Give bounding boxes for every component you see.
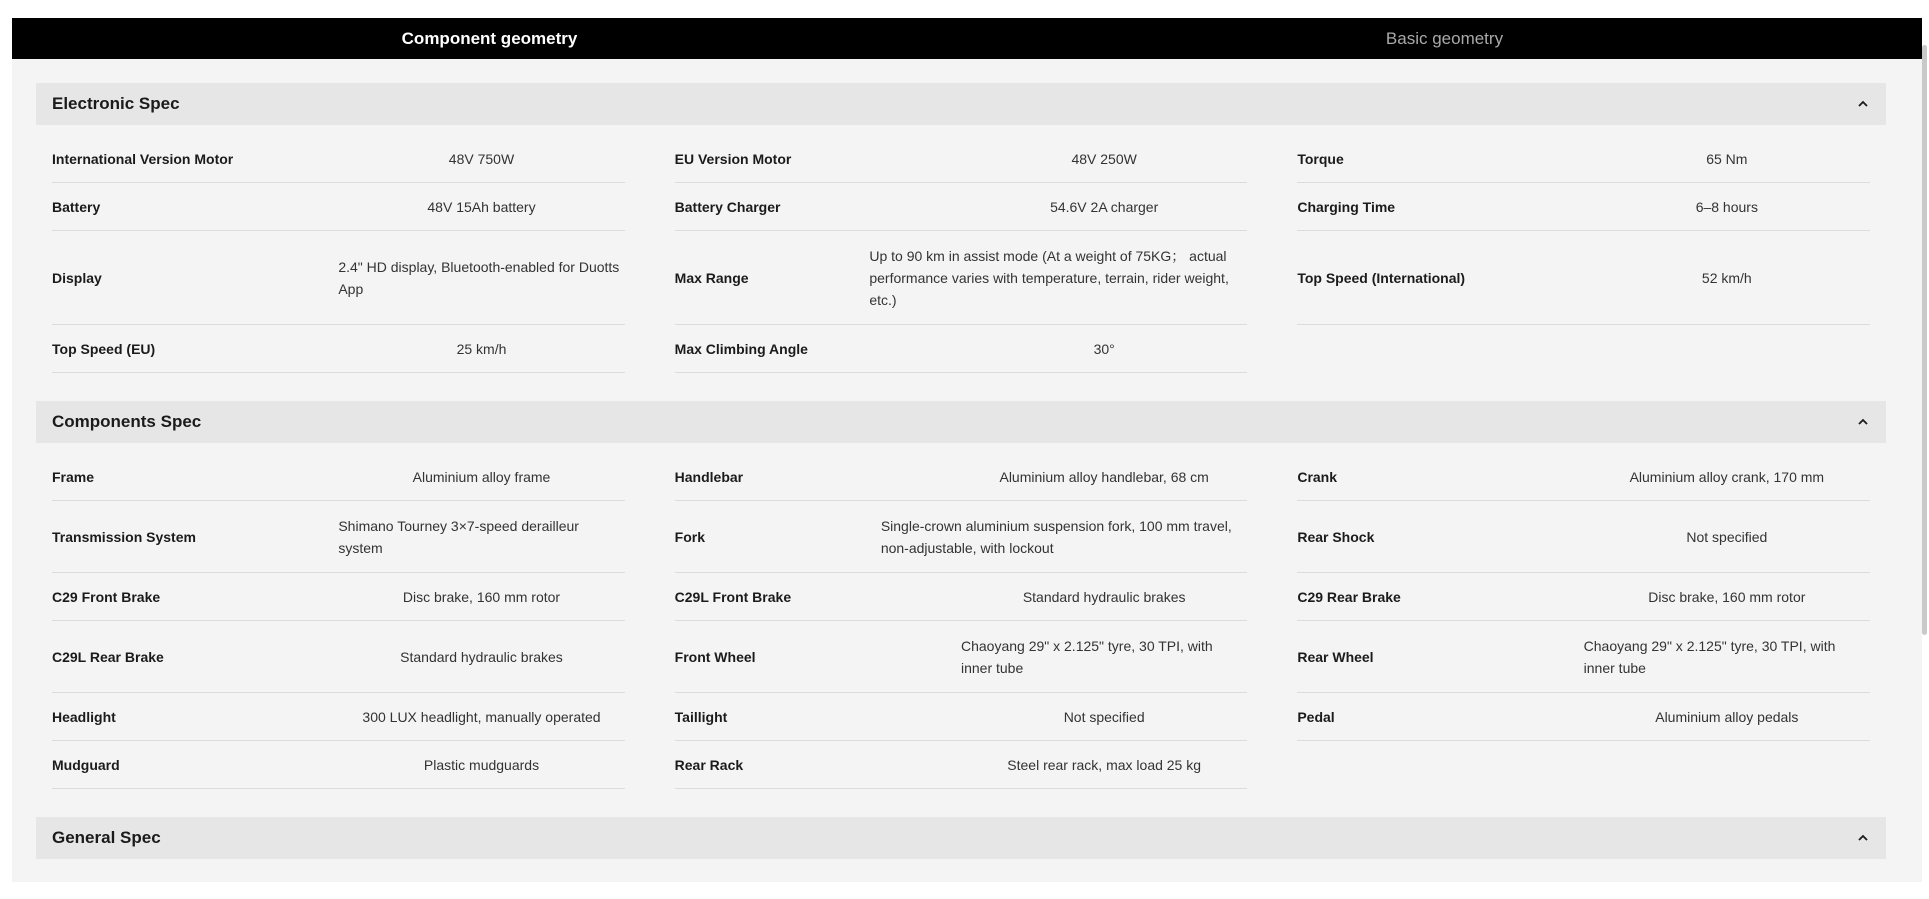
spec-value: Aluminium alloy frame bbox=[412, 468, 551, 485]
spec-row bbox=[675, 621, 1248, 693]
spec-label: Fork bbox=[674, 528, 705, 545]
spec-row bbox=[675, 453, 1248, 501]
spec-label: Rear Wheel bbox=[1297, 648, 1374, 665]
spec-label: Display bbox=[52, 269, 102, 286]
spec-label: Battery Charger bbox=[674, 198, 781, 215]
spec-label: Max Climbing Angle bbox=[674, 340, 808, 357]
spec-row bbox=[52, 231, 625, 325]
spec-row bbox=[675, 135, 1248, 183]
spec-value: Not specified bbox=[1063, 708, 1145, 725]
tab-basic-geometry[interactable]: Basic geometry bbox=[1385, 28, 1504, 48]
spec-row bbox=[1297, 693, 1870, 741]
spec-row bbox=[52, 693, 625, 741]
spec-row bbox=[52, 741, 625, 789]
spec-value: Aluminium alloy pedals bbox=[1655, 708, 1799, 725]
spec-label: Mudguard bbox=[52, 756, 120, 773]
spec-row bbox=[52, 621, 625, 693]
spec-label: Top Speed (EU) bbox=[52, 340, 156, 357]
spec-value: Steel rear rack, max load 25 kg bbox=[1007, 756, 1202, 773]
spec-row bbox=[1297, 453, 1870, 501]
spec-row bbox=[1297, 501, 1870, 573]
spec-value: Disc brake, 160 mm rotor bbox=[1648, 588, 1806, 605]
spec-label: C29L Front Brake bbox=[674, 588, 792, 605]
spec-label: Headlight bbox=[52, 708, 116, 725]
spec-label: Top Speed (International) bbox=[1297, 269, 1466, 286]
chevron-up-icon[interactable] bbox=[1856, 415, 1870, 429]
spec-label: EU Version Motor bbox=[674, 150, 792, 167]
spec-value: 48V 250W bbox=[1071, 150, 1137, 167]
spec-label: Rear Rack bbox=[674, 756, 744, 773]
spec-label: Max Range bbox=[674, 269, 749, 286]
spec-label: Front Wheel bbox=[674, 648, 756, 665]
spec-label: Rear Shock bbox=[1297, 528, 1375, 545]
spec-label: Crank bbox=[1297, 468, 1338, 485]
spec-value: Chaoyang 29" x 2.125" tyre, 30 TPI, with inner tube bbox=[1583, 637, 1836, 676]
spec-value: Shimano Tourney 3×7-speed derailleur system bbox=[338, 517, 579, 556]
spec-value: 25 km/h bbox=[456, 340, 507, 357]
chevron-up-icon[interactable] bbox=[1856, 831, 1870, 845]
spec-row bbox=[1297, 573, 1870, 621]
spec-label: Taillight bbox=[674, 708, 728, 725]
spec-row bbox=[52, 453, 625, 501]
section-header-general[interactable] bbox=[36, 817, 1886, 859]
spec-row bbox=[675, 693, 1248, 741]
spec-label: Handlebar bbox=[674, 468, 744, 485]
spec-value: Plastic mudguards bbox=[423, 756, 540, 773]
geometry-tabs bbox=[12, 18, 1922, 59]
spec-row-empty bbox=[1297, 325, 1870, 373]
spec-row bbox=[52, 135, 625, 183]
spec-label: Transmission System bbox=[52, 528, 196, 545]
spec-value: 48V 750W bbox=[448, 150, 515, 167]
spec-value: Single-crown aluminium suspension fork, 100 mm travel, non-adjustable, with lockout bbox=[880, 517, 1232, 556]
spec-label: International Version Motor bbox=[52, 150, 234, 167]
spec-value: 52 km/h bbox=[1701, 269, 1752, 286]
spec-value: 30° bbox=[1093, 340, 1115, 357]
spec-content bbox=[12, 59, 1922, 859]
spec-row bbox=[52, 501, 625, 573]
spec-grid-components bbox=[36, 443, 1886, 817]
spec-row bbox=[52, 325, 625, 373]
spec-label: Frame bbox=[52, 468, 95, 485]
spec-label: C29 Rear Brake bbox=[1297, 588, 1401, 605]
spec-value: Not specified bbox=[1686, 528, 1768, 545]
spec-row bbox=[675, 325, 1248, 373]
spec-label: C29L Rear Brake bbox=[52, 648, 164, 665]
section-title: General Spec bbox=[52, 828, 161, 847]
spec-row bbox=[675, 741, 1248, 789]
spec-value: Standard hydraulic brakes bbox=[400, 648, 563, 665]
scrollbar[interactable] bbox=[1922, 45, 1927, 635]
spec-value: Aluminium alloy handlebar, 68 cm bbox=[999, 468, 1209, 485]
spec-value: 6–8 hours bbox=[1695, 198, 1758, 215]
section-header-components[interactable] bbox=[36, 401, 1886, 443]
spec-row bbox=[675, 231, 1248, 325]
spec-label: Battery bbox=[52, 198, 101, 215]
spec-row bbox=[675, 501, 1248, 573]
spec-row bbox=[675, 183, 1248, 231]
spec-row bbox=[1297, 621, 1870, 693]
spec-value: Standard hydraulic brakes bbox=[1022, 588, 1186, 605]
spec-value: Disc brake, 160 mm rotor bbox=[402, 588, 561, 605]
spec-page bbox=[12, 18, 1922, 882]
spec-value: Up to 90 km in assist mode (At a weight of 75KG； actual performance varies with temperature, terrain, rider weight, etc.) bbox=[869, 247, 1229, 308]
spec-row bbox=[1297, 135, 1870, 183]
spec-value: 54.6V 2A charger bbox=[1050, 198, 1159, 215]
spec-label: Pedal bbox=[1297, 708, 1335, 725]
spec-row bbox=[1297, 183, 1870, 231]
section-header-electronic[interactable] bbox=[36, 83, 1886, 125]
spec-label: Torque bbox=[1297, 150, 1344, 167]
spec-row bbox=[52, 183, 625, 231]
spec-value: 48V 15Ah battery bbox=[427, 198, 536, 215]
spec-row bbox=[675, 573, 1248, 621]
spec-grid-electronic bbox=[36, 125, 1886, 401]
section-title: Components Spec bbox=[52, 412, 202, 431]
spec-value: 65 Nm bbox=[1706, 150, 1748, 167]
spec-row-empty bbox=[1297, 741, 1870, 789]
spec-label: C29 Front Brake bbox=[52, 588, 161, 605]
spec-row bbox=[52, 573, 625, 621]
spec-value: Aluminium alloy crank, 170 mm bbox=[1629, 468, 1825, 485]
section-title: Electronic Spec bbox=[52, 94, 180, 113]
tab-component-geometry[interactable]: Component geometry bbox=[401, 28, 578, 48]
chevron-up-icon[interactable] bbox=[1856, 97, 1870, 111]
spec-value: 300 LUX headlight, manually operated bbox=[362, 708, 601, 725]
spec-label: Charging Time bbox=[1297, 198, 1396, 215]
spec-value: 2.4" HD display, Bluetooth-enabled for Duotts App bbox=[338, 258, 620, 297]
spec-value: Chaoyang 29" x 2.125" tyre, 30 TPI, with inner tube bbox=[960, 637, 1213, 676]
spec-row bbox=[1297, 231, 1870, 325]
